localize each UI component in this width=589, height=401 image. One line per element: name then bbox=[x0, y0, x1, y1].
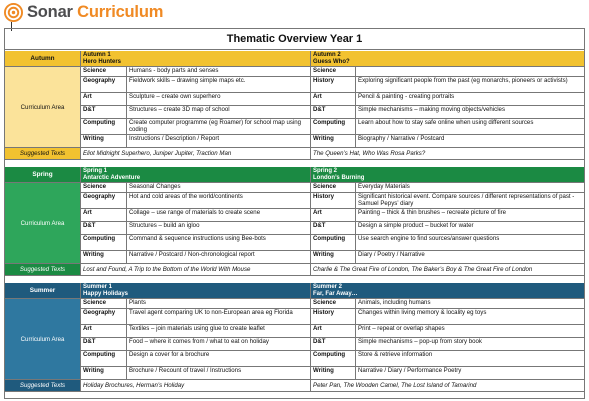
subject-name: D&T bbox=[81, 338, 127, 350]
subject-name: Writing bbox=[81, 135, 127, 147]
subject-content: Simple mechanisms – pop-up from story book bbox=[358, 338, 482, 345]
subject-row bbox=[81, 77, 585, 93]
subject-name: Writing bbox=[81, 367, 127, 379]
subject-name: Science bbox=[81, 299, 127, 308]
subject-content: Command & sequence instructions using Bee-bots bbox=[127, 235, 311, 250]
subject-name: Writing bbox=[311, 251, 356, 263]
term-name: Spring 2 bbox=[313, 168, 338, 174]
subject-row bbox=[81, 299, 585, 309]
subject-row bbox=[81, 67, 585, 77]
topic-name: Antarctic Adventure bbox=[83, 175, 141, 181]
subject-content: Biography / Narrative / Postcard bbox=[358, 135, 445, 142]
subject-content: Design a simple product – bucket for water bbox=[358, 222, 474, 229]
suggested-texts-second: The Queen’s Hat, Who Was Rosa Parks? bbox=[313, 150, 426, 157]
subject-content: Structures – build an igloo bbox=[127, 222, 311, 234]
subject-name: D&T bbox=[311, 222, 356, 234]
brand-name-curriculum: Curriculum bbox=[77, 2, 164, 21]
suggested-texts-first: Holiday Brochures, Herman’s Holiday bbox=[81, 380, 311, 391]
subject-content: Brochure / Recount of travel / Instructions bbox=[127, 367, 311, 379]
term-name: Autumn 1 bbox=[83, 52, 111, 58]
subject-name: Art bbox=[311, 93, 356, 105]
subject-content: Structures – create 3D map of school bbox=[127, 106, 311, 118]
suggested-texts-row bbox=[5, 380, 584, 392]
subject-row bbox=[81, 106, 585, 119]
suggested-texts-row bbox=[5, 264, 584, 276]
subject-content: Diary / Poetry / Narrative bbox=[358, 251, 425, 258]
subject-name: Writing bbox=[311, 367, 356, 379]
subject-name: Art bbox=[81, 325, 127, 337]
term-second-half bbox=[311, 167, 585, 182]
subject-name: Geography bbox=[81, 309, 127, 324]
term-name: Autumn 2 bbox=[313, 52, 341, 58]
term-block-spring bbox=[5, 167, 584, 283]
subject-name: Science bbox=[311, 67, 356, 76]
subject-name: History bbox=[311, 77, 356, 92]
suggested-texts-label: Suggested Texts bbox=[5, 380, 81, 391]
brand-logo bbox=[4, 2, 163, 22]
subject-name: Computing bbox=[81, 351, 127, 366]
subject-content: Narrative / Postcard / Non-chronological report bbox=[127, 251, 311, 263]
curriculum-area-label: Curriculum Area bbox=[5, 67, 81, 148]
term-block-summer bbox=[5, 283, 584, 399]
subject-content: Create computer programme (eg Roamer) for school map using coding bbox=[127, 119, 311, 134]
subject-name: History bbox=[311, 309, 356, 324]
subject-name: D&T bbox=[81, 106, 127, 118]
term-first-half bbox=[81, 167, 311, 182]
subject-content: Sculpture – create own superhero bbox=[127, 93, 311, 105]
subject-name: D&T bbox=[311, 338, 356, 350]
subject-row bbox=[81, 351, 585, 367]
subject-content: Seasonal Changes bbox=[127, 183, 311, 192]
subject-name: Computing bbox=[311, 351, 356, 366]
subject-name: Science bbox=[81, 67, 127, 76]
subject-content: Pencil & painting - creating portraits bbox=[358, 93, 455, 100]
brand-name bbox=[27, 3, 163, 22]
subject-content: Collage – use range of materials to create scene bbox=[127, 209, 311, 221]
subject-content: Use search engine to find sources/answer questions bbox=[358, 235, 500, 242]
topic-name: Hero Hunters bbox=[83, 59, 122, 65]
subject-name: Computing bbox=[311, 235, 356, 250]
subject-name: History bbox=[311, 193, 356, 208]
subject-content: Print – repeat or overlap shapes bbox=[358, 325, 445, 332]
subject-content: Textiles – join materials using glue to create leaflet bbox=[127, 325, 311, 337]
term-block-autumn bbox=[5, 51, 584, 167]
subject-name: D&T bbox=[81, 222, 127, 234]
subject-row bbox=[81, 193, 585, 209]
page-title: Thematic Overview Year 1 bbox=[5, 29, 584, 50]
subject-name: Geography bbox=[81, 77, 127, 92]
subject-row bbox=[81, 251, 585, 264]
topic-name: Guess Who? bbox=[313, 59, 350, 65]
subject-content: Painting – thick & thin brushes – recreate picture of fire bbox=[358, 209, 507, 216]
subject-content: Humans - body parts and senses bbox=[127, 67, 311, 76]
suggested-texts-label: Suggested Texts bbox=[5, 148, 81, 159]
subject-name: D&T bbox=[311, 106, 356, 118]
subject-row bbox=[81, 367, 585, 380]
term-second-half bbox=[311, 283, 585, 298]
thematic-overview-table bbox=[4, 28, 585, 399]
subject-content: Changes within living memory & locality eg toys bbox=[358, 309, 487, 316]
subject-row bbox=[81, 309, 585, 325]
subject-content: Food – where it comes from / what to eat on holiday bbox=[127, 338, 311, 350]
term-second-half bbox=[311, 51, 585, 66]
subject-row bbox=[81, 338, 585, 351]
suggested-texts-first: Lost and Found, A Trip to the Bottom of the World With Mouse bbox=[81, 264, 311, 275]
subject-name: Science bbox=[311, 299, 356, 308]
subject-name: Computing bbox=[81, 119, 127, 134]
subject-row bbox=[81, 222, 585, 235]
term-first-half bbox=[81, 283, 311, 298]
suggested-texts-first: Eliot Midnight Superhero, Juniper Jupiter, Traction Man bbox=[81, 148, 311, 159]
term-name: Summer 1 bbox=[83, 284, 113, 290]
subject-name: Writing bbox=[311, 135, 356, 147]
subject-content: Animals, including humans bbox=[358, 299, 431, 306]
topic-name: Far, Far Away… bbox=[313, 291, 358, 297]
subject-name: Computing bbox=[311, 119, 356, 134]
subject-row bbox=[81, 209, 585, 222]
topic-name: Happy Holidays bbox=[83, 291, 129, 297]
subject-name: Science bbox=[311, 183, 356, 192]
subject-content: Design a cover for a brochure bbox=[127, 351, 311, 366]
subject-content: Exploring significant people from the past (eg monarchs, pioneers or activists) bbox=[358, 77, 568, 84]
subject-name: Computing bbox=[81, 235, 127, 250]
subject-content: Instructions / Description / Report bbox=[127, 135, 311, 147]
season-label: Autumn bbox=[5, 51, 81, 66]
subject-content: Store & retrieve information bbox=[358, 351, 433, 358]
sonar-logo-icon bbox=[4, 3, 23, 22]
season-label: Summer bbox=[5, 283, 81, 298]
subject-content: Simple mechanisms – making moving objects/vehicles bbox=[358, 106, 505, 113]
subject-content: Hot and cold areas of the world/continents bbox=[127, 193, 311, 208]
topic-name: London’s Burning bbox=[313, 175, 365, 181]
subject-name: Art bbox=[81, 209, 127, 221]
subject-row bbox=[81, 183, 585, 193]
subject-content: Everyday Materials bbox=[358, 183, 410, 190]
suggested-texts-second: Charlie & The Great Fire of London, The Baker’s Boy & The Great Fire of London bbox=[313, 266, 533, 273]
subject-row bbox=[81, 135, 585, 148]
subject-content: Travel agent comparing UK to non-European area eg Florida bbox=[127, 309, 311, 324]
subject-row bbox=[81, 235, 585, 251]
term-name: Spring 1 bbox=[83, 168, 108, 174]
subject-name: Art bbox=[311, 209, 356, 221]
subject-content bbox=[356, 67, 585, 76]
subject-content: Learn about how to stay safe online when using different sources bbox=[358, 119, 534, 126]
subject-name: Art bbox=[81, 93, 127, 105]
subject-name: Geography bbox=[81, 193, 127, 208]
term-header bbox=[5, 283, 584, 299]
term-name: Summer 2 bbox=[313, 284, 343, 290]
term-header bbox=[5, 51, 584, 67]
subject-name: Science bbox=[81, 183, 127, 192]
subject-row bbox=[81, 119, 585, 135]
brand-name-sonar: Sonar bbox=[27, 2, 73, 21]
subject-content: Significant historical event. Compare sources / different representations of past - Samuel Pepys’ diary bbox=[358, 193, 575, 207]
subject-row bbox=[81, 325, 585, 338]
suggested-texts-label: Suggested Texts bbox=[5, 264, 81, 275]
subject-name: Writing bbox=[81, 251, 127, 263]
subject-name: Art bbox=[311, 325, 356, 337]
subject-content: Fieldwork skills – drawing simple maps etc. bbox=[127, 77, 311, 92]
subject-content: Plants bbox=[127, 299, 311, 308]
suggested-texts-row bbox=[5, 148, 584, 160]
subject-row bbox=[81, 93, 585, 106]
term-first-half bbox=[81, 51, 311, 66]
suggested-texts-second: Peter Pan, The Wooden Camel, The Lost Island of Tamarind bbox=[313, 382, 477, 389]
term-header bbox=[5, 167, 584, 183]
subject-content: Narrative / Diary / Performance Poetry bbox=[358, 367, 462, 374]
season-label: Spring bbox=[5, 167, 81, 182]
curriculum-area-label: Curriculum Area bbox=[5, 183, 81, 264]
curriculum-area-label: Curriculum Area bbox=[5, 299, 81, 380]
